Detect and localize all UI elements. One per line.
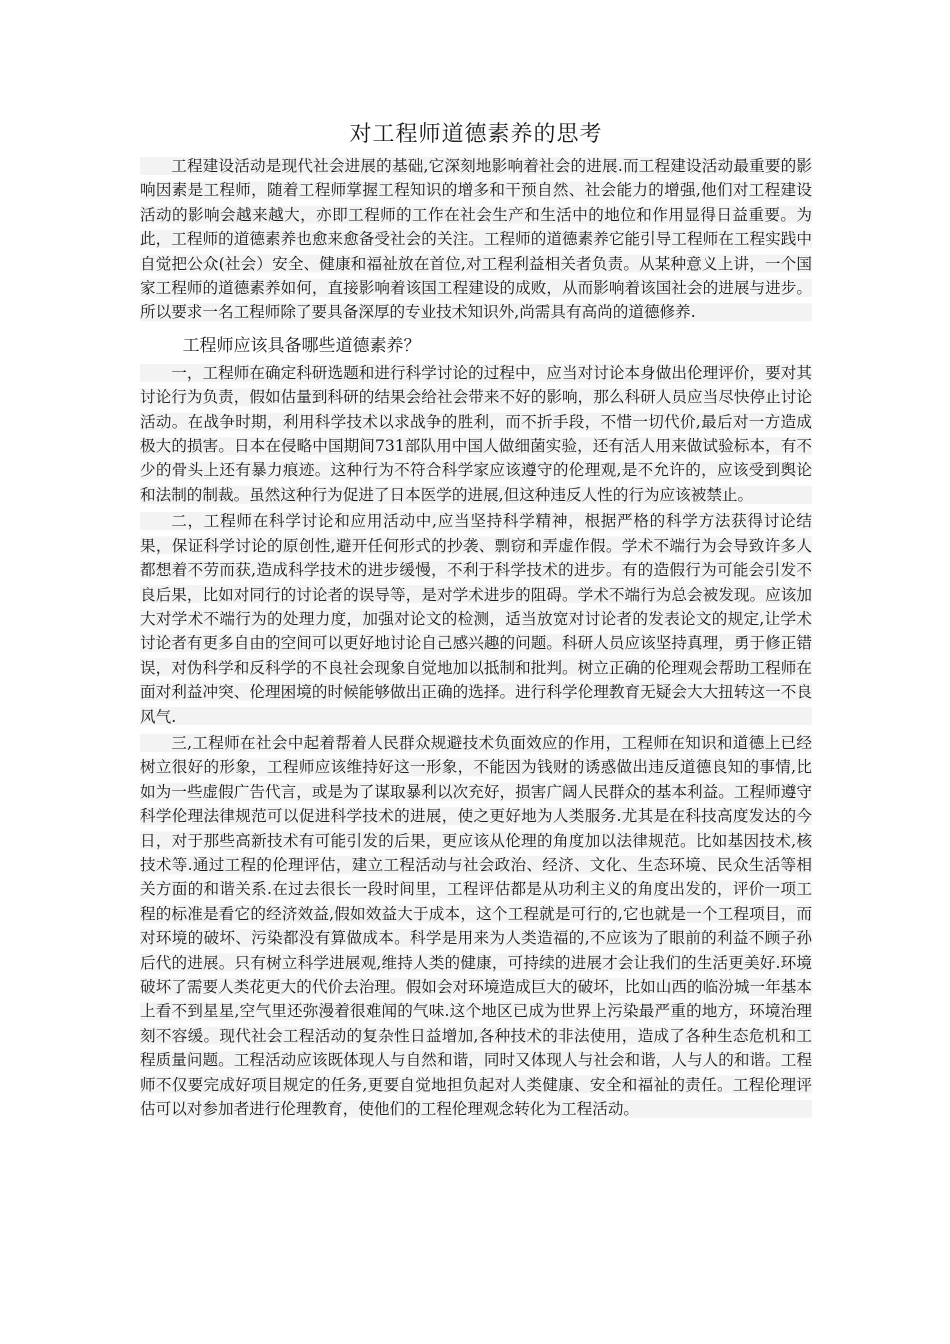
section-one-paragraph: 一，工程师在确定科研选题和进行科学讨论的过程中，应当对讨论本身做出伦理评价，要对其讨论行为负责，假如估量到科研的结果会给社会带来不好的影响，那么科研人员应当尽快停止讨论活动。在战争时期，利用科学技术以求战争的胜利，而不折手段，不惜一切代价,最后对一方造成极大的损害。日本在侵略中国期间731部队用中国人做细菌实验，还有活人用来做试验标本，有不少的骨头上还有暴力痕迹。这种行为不符合科学家应该遵守的伦理观,是不允许的，应该受到舆论和法制的制裁。虽然这种行为促进了日本医学的进展,但这种违反人性的行为应该被禁止。 — [140, 361, 812, 507]
document-body — [140, 118, 812, 1121]
section-three-paragraph: 三,工程师在社会中起着帮着人民群众规避技术负面效应的作用，工程师在知识和道德上已经树立很好的形象，工程师应该维持好这一形象，不能因为钱财的诱惑做出违反道德良知的事情,比如为一些虚假广告代言，或是为了谋取暴利以次充好，损害广阔人民群众的基本利益。工程师遵守科学伦理法律规范可以促进科学技术的进展，使之更好地为人类服务.尤其是在科技高度发达的今日，对于那些高新技术有可能引发的后果，更应该从伦理的角度加以法律规范。比如基因技术,核技术等.通过工程的伦理评估，建立工程活动与社会政治、经济、文化、生态环境、民众生活等相关方面的和谐关系.在过去很长一段时间里，工程评估都是从功利主义的角度出发的，评价一项工程的标准是看它的经济效益,假如效益大于成本，这个工程就是可行的,它也就是一个工程项目，而对环境的破坏、污染都没有算做成本。科学是用来为人类造福的,不应该为了眼前的利益不顾子孙后代的进展。只有树立科学进展观,维持人类的健康，可持续的进展才会让我们的生活更美好.环境破坏了需要人类花更大的代价去治理。假如会对环境造成巨大的破坏，比如山西的临汾城一年基本上看不到星星,空气里还弥漫着很难闻的气味.这个地区已成为世界上污染最严重的地方，环境治理刻不容缓。现代社会工程活动的复杂性日益增加,各种技术的非法使用，造成了各种生态危机和工程质量问题。工程活动应该既体现人与自然和谐，同时又体现人与社会和谐，人与人的和谐。工程师不仅要完成好项目规定的任务,更要自觉地担负起对人类健康、安全和福祉的责任。工程伦理评估可以对参加者进行伦理教育，使他们的工程伦理观念转化为工程活动。 — [140, 731, 812, 1122]
section-heading: 工程师应该具备哪些道德素养？ — [182, 335, 421, 356]
section-two-paragraph: 二，工程师在科学讨论和应用活动中,应当坚持科学精神，根据严格的科学方法获得讨论结果，保证科学讨论的原创性,避开任何形式的抄袭、剽窃和弄虚作假。学术不端行为会导致许多人都想着不劳而获,造成科学技术的进步缓慢，不利于科学技术的进步。有的造假行为可能会引发不良后果，比如对同行的讨论者的误导等，是对学术进步的阻碍。学术不端行为总会被发现。应该加大对学术不端行为的处理力度，加强对论文的检测，适当放宽对讨论者的发表论文的规定,让学术讨论者有更多自由的空间可以更好地讨论自己感兴趣的问题。科研人员应该坚持真理，勇于修正错误，对伪科学和反科学的不良社会现象自觉地加以抵制和批判。树立正确的伦理观会帮助工程师在面对利益冲突、伦理困境的时候能够做出正确的选择。进行科学伦理教育无疑会大大扭转这一不良风气. — [140, 509, 812, 729]
document-title: 对工程师道德素养的思考 — [349, 122, 603, 147]
intro-paragraph: 工程建设活动是现代社会进展的基础,它深刻地影响着社会的进展.而工程建设活动最重要的影响因素是工程师，随着工程师掌握工程知识的增多和干预自然、社会能力的增强,他们对工程建设活动的影响会越来越大，亦即工程师的工作在社会生产和生活中的地位和作用显得日益重要。为此，工程师的道德素养也愈来愈备受社会的关注。工程师的道德素养它能引导工程师在工程实践中自觉把公众(社会）安全、健康和福祉放在首位,对工程利益相关者负责。从某种意义上讲，一个国家工程师的道德素养如何，直接影响着该国工程建设的成败，从而影响着该国社会的进展与进步。所以要求一名工程师除了要具备深厚的专业技术知识外,尚需具有高尚的道德修养. — [140, 154, 812, 325]
